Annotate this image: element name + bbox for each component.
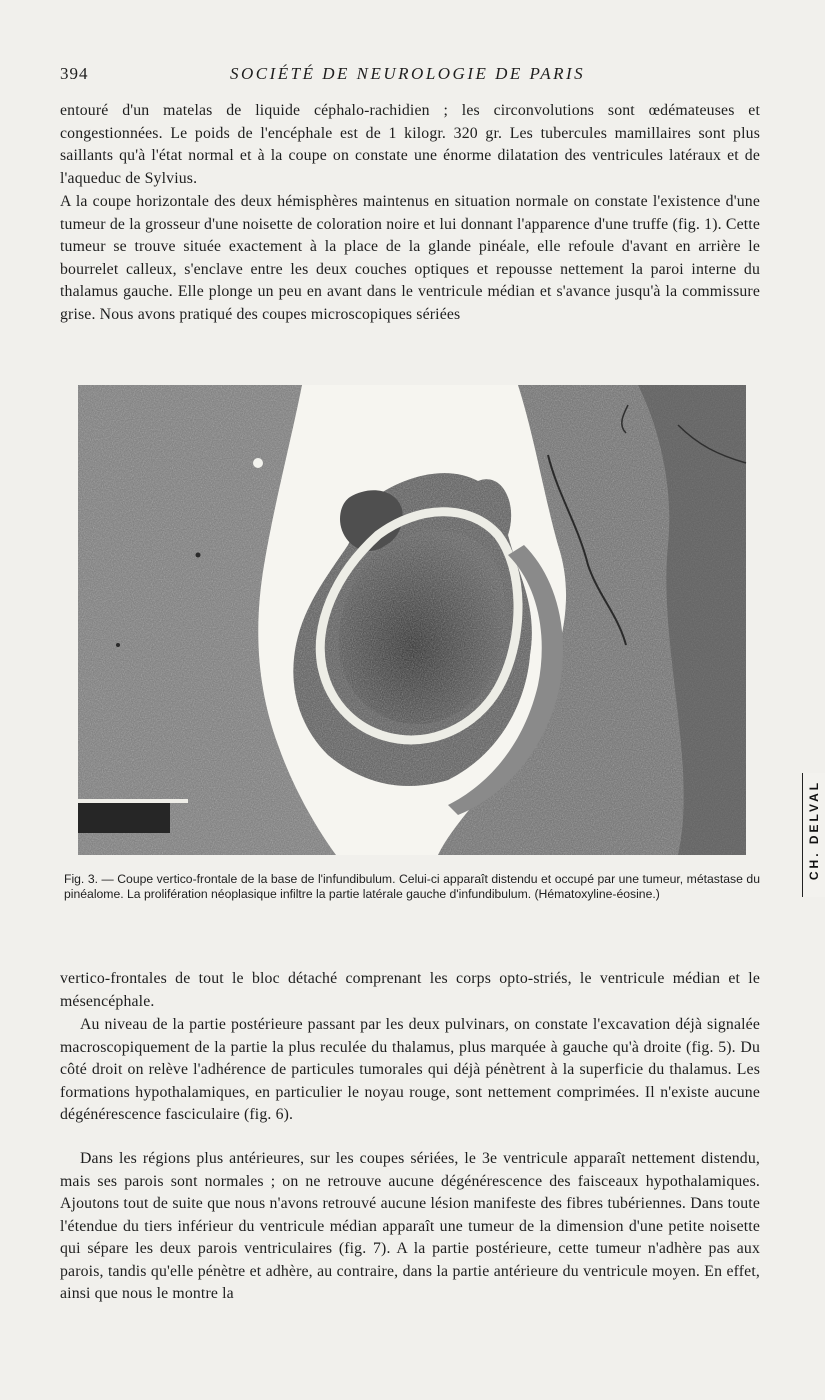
paragraph-3: vertico-frontales de tout le bloc détaché comprenant les corps opto-striés, le ventricule médian et le mésencéphale. xyxy=(60,970,760,1010)
figure-caption: Fig. 3. — Coupe vertico-frontale de la base de l'infundibulum. Celui-ci apparaît distendu et occupé par une tumeur, métastase du pinéalome. La prolifération néoplasique infiltre la partie latérale gauche d'infundibulum. (Hématoxyline-éosine.) xyxy=(64,872,760,901)
paragraph-2: A la coupe horizontale des deux hémisphères maintenus en situation normale on constate l'existence d'une tumeur de la grosseur d'une noisette de coloration noire et lui donnant l'apparence d'une truffe (fig. 1). Cette tumeur se trouve située exactement à la place de la glande pinéale, elle refoule d'avant en arrière le bourrelet calleux, s'enclave entre les deux couches optiques et repousse nettement la paroi interne du thalamus gauche. Elle plonge un peu en avant dans le ventricule médian et s'avance jusqu'à la commissure grise. Nous avons pratiqué des coupes microscopiques sériées xyxy=(60,193,760,323)
paragraph-1: entouré d'un matelas de liquide céphalo-rachidien ; les circonvolutions sont œdémateuses et congestionnées. Le poids de l'encéphale est de 1 kilogr. 320 gr. Les tubercules mamillaires sont plus saillants qu'à l'état normal et à la coupe on constate une énorme dilatation des ventricules latéraux et de l'aqueduc de Sylvius. xyxy=(60,102,760,187)
paragraph-4: Au niveau de la partie postérieure passant par les deux pulvinars, on constate l'excavation déjà signalée macroscopiquement de la partie la plus reculée du thalamus, plus marquée à gauche qu'à droite (fig. 5). Du côté droit on relève l'adhérence de particules tumorales qui déjà pénètrent à la superficie du thalamus. Les formations hypothalamiques, en particulier le noyau rouge, sont nettement comprimées. Il n'existe aucune dégénérescence fasciculaire (fig. 6). xyxy=(60,1016,760,1123)
page-header xyxy=(60,64,760,88)
running-title: SOCIÉTÉ DE NEUROLOGIE DE PARIS xyxy=(230,64,586,83)
engraver-signature xyxy=(802,773,825,897)
micrograph-image xyxy=(78,385,746,855)
paragraph-5: Dans les régions plus antérieures, sur les coupes sériées, le 3e ventricule apparaît nettement distendu, mais ses parois sont normales ; on ne retrouve aucune dégénérescence des faisceaux hypothalamiques. Ajoutons tout de suite que nous n'avons retrouvé aucune lésion manifeste des fibres tubériennes. Dans toute l'étendue du tiers inférieur du ventricule médian apparaît une tumeur de la dimension d'une petite noisette qui sépare les deux parois ventriculaires (fig. 7). A la partie postérieure, cette tumeur n'adhère pas aux parois, tandis qu'elle pénètre et adhère, au contraire, dans la partie antérieure du ventricule moyen. En effet, ainsi que nous le montre la xyxy=(60,1150,760,1302)
engraver-signature-text: CH. DELVAL xyxy=(807,779,821,881)
micrograph-figure xyxy=(78,385,821,881)
page-number: 394 xyxy=(60,64,89,83)
